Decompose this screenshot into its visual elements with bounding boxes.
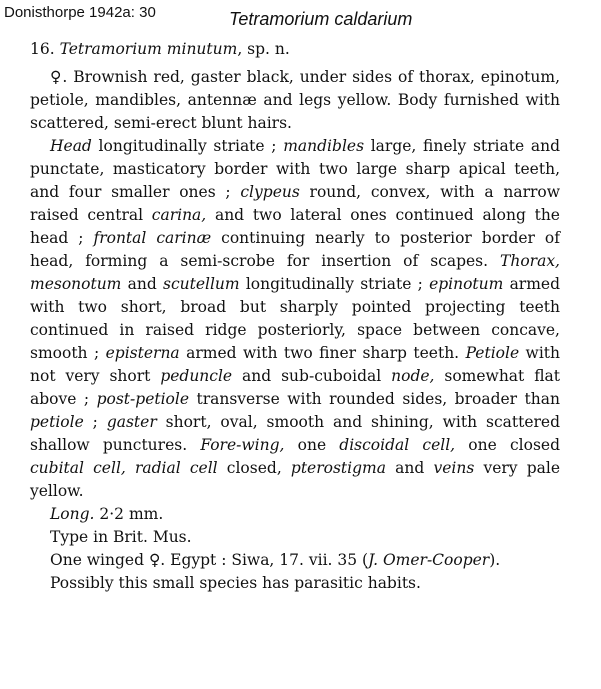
text-run: armed with two short, broad but sharply pointed projecting teeth continued in raised ridge posteriorly, space between concave, smooth ; — [30, 275, 561, 362]
text-run: and — [121, 275, 163, 293]
italic-term: cubital cell, radial cell — [30, 459, 218, 477]
text-run: longitudinally striate ; — [91, 137, 284, 155]
text-run: somewhat flat above ; — [30, 367, 560, 408]
text-run: continuing nearly to posterior border of head, forming a semi-scrobe for insertion of scapes. — [30, 229, 560, 270]
measurement-value: 2·2 mm. — [94, 505, 164, 523]
material-text: One winged ♀. Egypt : Siwa, 17. vii. 35 ( — [50, 551, 369, 569]
remark-line: Possibly this small species has parasitic habits. — [50, 574, 421, 592]
species-name: Tetramorium minutum — [59, 40, 238, 58]
italic-term: petiole — [30, 413, 84, 431]
text-run: one closed — [455, 436, 560, 454]
italic-term: veins — [433, 459, 475, 477]
italic-term: discoidal cell, — [339, 436, 456, 454]
italic-term: Head — [50, 137, 92, 155]
page-header — [0, 0, 601, 32]
italic-term: carina, — [151, 206, 207, 224]
species-description — [30, 38, 560, 595]
measurement-label: Long. — [50, 505, 95, 523]
italic-term: scutellum — [162, 275, 240, 293]
header-taxon-name: Tetramorium caldarium — [229, 9, 413, 29]
entry-heading — [30, 38, 560, 61]
italic-term: post-petiole — [96, 390, 190, 408]
type-line: Type in Brit. Mus. — [50, 528, 192, 546]
italic-term: mandibles — [283, 137, 365, 155]
text-run: and — [385, 459, 434, 477]
text-run: and two lateral ones continued along the head ; — [30, 206, 560, 247]
text-run: with not very short — [30, 344, 560, 385]
italic-term: epinotum — [429, 275, 504, 293]
description-paragraph-1: ♀. Brownish red, gaster black, under sides of thorax, epinotum, petiole, mandibles, antennæ and legs yellow. Body furnished with scattered, semi-erect blunt hairs. — [30, 68, 560, 132]
italic-term: gaster — [106, 413, 157, 431]
collector-name: J. Omer-Cooper — [368, 551, 490, 569]
material-line — [30, 549, 560, 572]
text-run: short, oval, smooth and shining, with scattered shallow punctures. — [30, 413, 560, 454]
italic-term: clypeus — [240, 183, 300, 201]
text-run: round, convex, with a narrow raised central — [30, 183, 560, 224]
italic-term: frontal carinæ — [93, 229, 212, 247]
species-status: , sp. n. — [237, 40, 290, 58]
measurement-line — [30, 503, 560, 526]
entry-number: 16. — [30, 40, 55, 58]
italic-term: node, — [391, 367, 435, 385]
italic-term: pterostigma — [290, 459, 386, 477]
italic-term: Petiole — [465, 344, 520, 362]
text-run: large, finely striate and punctate, masticatory border with two large sharp apical teeth, and four smaller ones ; — [30, 137, 561, 201]
italic-term: Fore-wing, — [200, 436, 285, 454]
text-run: longitudinally striate ; — [239, 275, 430, 293]
text-run: armed with two finer sharp teeth. — [179, 344, 466, 362]
text-run: one — [284, 436, 340, 454]
material-close: ). — [489, 551, 501, 569]
text-run: and sub-cuboidal — [232, 367, 392, 385]
text-run: very pale yellow. — [30, 459, 560, 500]
italic-term: peduncle — [160, 367, 233, 385]
text-run: transverse with rounded sides, broader than — [189, 390, 560, 408]
italic-term: Thorax, mesonotum — [30, 252, 560, 293]
text-run: closed, — [217, 459, 291, 477]
text-run: ; — [83, 413, 107, 431]
citation: Donisthorpe 1942a: 30 — [4, 4, 156, 21]
description-paragraph-2 — [30, 135, 560, 503]
italic-term: episterna — [105, 344, 180, 362]
